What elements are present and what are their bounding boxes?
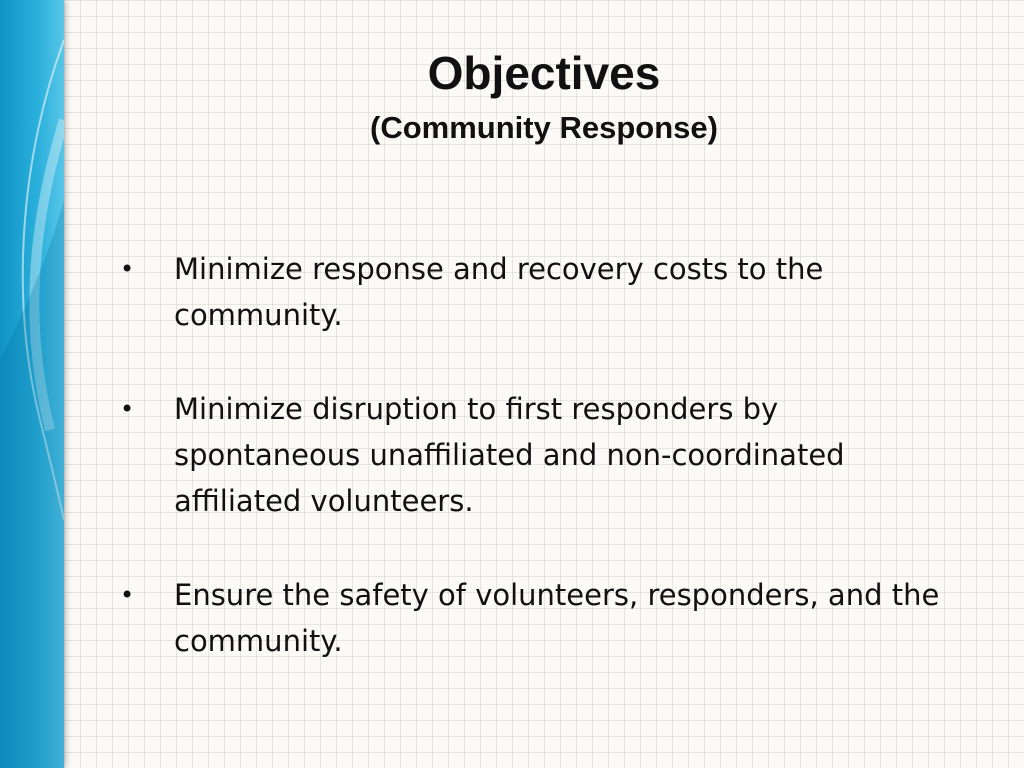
slide-subtitle: (Community Response) <box>370 110 718 145</box>
bullet-list <box>120 246 970 712</box>
bullet-item <box>120 246 970 338</box>
bullet-text: Minimize disruption to first responders by spontaneous unaffiliated and non-coordinated affiliated volunteers. <box>174 392 845 518</box>
bullet-dot-icon: • <box>120 255 135 283</box>
bullet-dot-icon: • <box>120 581 135 609</box>
bullet-dot-icon: • <box>120 395 135 423</box>
slide-title: Objectives <box>427 47 661 99</box>
bullet-item <box>120 572 970 664</box>
bullet-text: Minimize response and recovery costs to the community. <box>174 252 824 332</box>
bullet-item <box>120 386 970 524</box>
swoosh-decoration <box>0 0 64 768</box>
bullet-text: Ensure the safety of volunteers, responders, and the community. <box>174 578 940 658</box>
decorative-side-band <box>0 0 64 768</box>
